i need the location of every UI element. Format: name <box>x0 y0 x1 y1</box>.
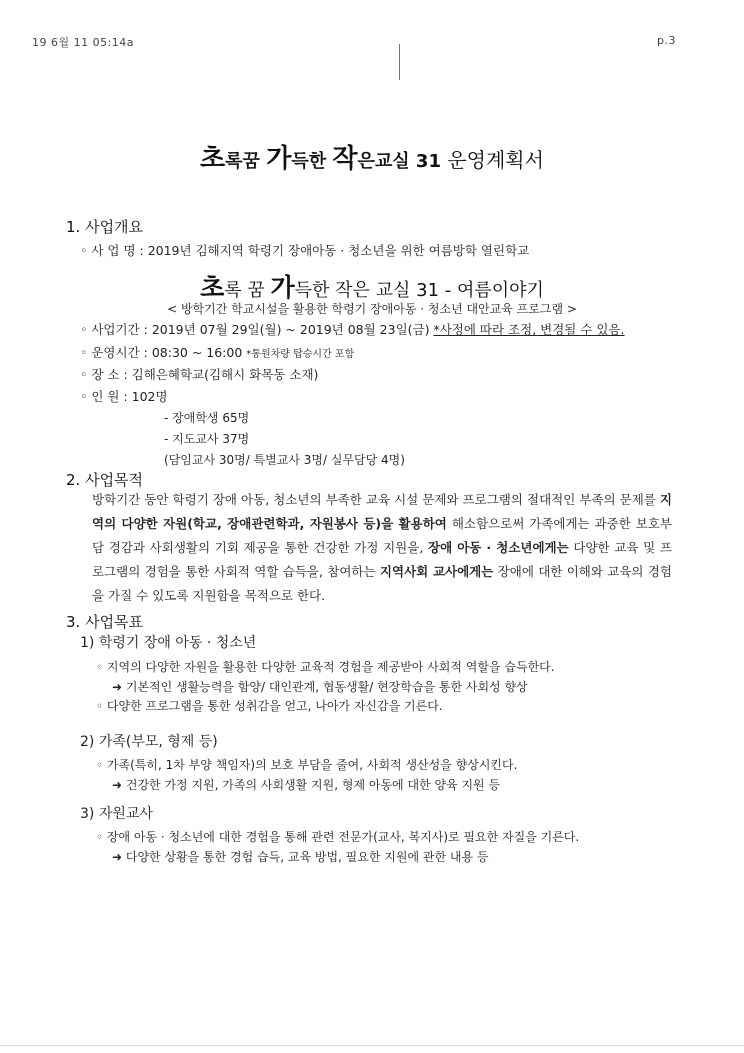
page-number: p.3 <box>657 34 676 47</box>
project-name-value: 2019년 김해지역 학령기 장애아동 · 청소년을 위한 여름방학 열린학교 <box>147 243 530 258</box>
document-title: 초록꿈 가득한 작은교실 31 운영계획서 <box>200 144 544 174</box>
goal-3-bullet-1: ◦ 장애 아동 · 청소년에 대한 경험을 통해 관련 전문가(교사, 복지사)로 필요한 자질을 기른다. <box>96 830 580 844</box>
place-label: ◦ 장 소 : <box>80 367 128 382</box>
goal-2-heading: 2) 가족(부모, 형제 등) <box>80 734 218 750</box>
goal-1-bullet-1-sub: ➜ 기본적인 생활능력을 함양/ 대인관계, 협동생활/ 현장학습을 통한 사회성 향상 <box>112 680 528 694</box>
people-breakdown: (담임교사 30명/ 특별교사 3명/ 실무담당 4명) <box>164 453 405 467</box>
place-row <box>80 365 318 383</box>
goal-1-heading: 1) 학령기 장애 아동 · 청소년 <box>80 635 257 651</box>
people-students: - 장애학생 65명 <box>164 411 250 425</box>
hours-note: *통원차량 탑승시간 포함 <box>246 349 355 360</box>
purpose-paragraph: 방학기간 동안 학령기 장애 아동, 청소년의 부족한 교육 시설 문제와 프로그램의 절대적인 부족의 문제를 지역의 다양한 자원(학교, 장애관련학과, 자원봉사 등)을 활용하여 해소함으로써 가족에게는 과중한 보호부담 경감과 사회생활의 기회 제공을 통한 건강한 가정 지원을, 장애 아동 · 청소년에게는 다양한 교육 및 프로그램의 경험을 통한 사회적 역할 습득을, 참여하는 지역사회 교사에게는 장애에 대한 이해와 교육의 경험을 가질 수 있도록 지원함을 목적으로 한다. <box>92 492 673 603</box>
hours-row <box>80 343 354 361</box>
place-value: 김해은혜학교(김해시 화목동 소재) <box>131 367 319 382</box>
hours-label: ◦ 운영시간 : <box>80 345 148 360</box>
scan-edge-line <box>0 1045 744 1046</box>
goal-1-bullet-1: ◦ 지역의 다양한 자원을 활용한 다양한 교육적 경험을 제공받아 사회적 역할을 습득한다. <box>96 660 555 674</box>
scan-mark-line <box>399 44 400 80</box>
goal-3-heading: 3) 자원교사 <box>80 806 153 822</box>
people-row <box>80 387 168 405</box>
period-label: ◦ 사업기간 : <box>80 322 148 337</box>
fax-header-timestamp: 19 6월 11 05:14a <box>32 36 135 49</box>
program-subtitle: 초록 꿈 가득한 작은 교실 31 - 여름이야기 <box>200 273 544 302</box>
goal-3-bullet-1-sub: ➜ 다양한 상황을 통한 경험 습득, 교육 방법, 필요한 지원에 관한 내용 등 <box>112 850 489 864</box>
people-teachers: - 지도교사 37명 <box>164 432 250 446</box>
hours-value: 08:30 ~ 16:00 <box>151 345 243 360</box>
period-value: 2019년 07월 29일(월) ~ 2019년 08월 23일(금) <box>151 322 430 337</box>
section-1-heading: 1. 사업개요 <box>66 218 144 236</box>
people-label: ◦ 인 원 : <box>80 389 128 404</box>
people-value: 102명 <box>131 389 168 404</box>
program-description: < 방학기간 학교시설을 활용한 학령기 장애아동 · 청소년 대안교육 프로그램 > <box>167 302 577 316</box>
goal-2-bullet-1: ◦ 가족(특히, 1차 부양 책임자)의 보호 부담을 줄여, 사회적 생산성을 향상시킨다. <box>96 758 518 772</box>
project-name-label: ◦ 사 업 명 : <box>80 243 144 258</box>
goal-1-bullet-2: ◦ 다양한 프로그램을 통한 성취감을 얻고, 나아가 자신감을 기른다. <box>96 699 443 713</box>
project-name-row <box>80 241 529 259</box>
section-3-heading: 3. 사업목표 <box>66 613 144 631</box>
period-note: *사정에 따라 조정, 변경될 수 있음. <box>433 322 625 337</box>
goal-2-bullet-1-sub: ➜ 건강한 가정 지원, 가족의 사회생활 지원, 형제 아동에 대한 양육 지원 등 <box>112 778 501 792</box>
section-2-heading: 2. 사업목적 <box>66 471 144 489</box>
period-row <box>80 320 625 338</box>
